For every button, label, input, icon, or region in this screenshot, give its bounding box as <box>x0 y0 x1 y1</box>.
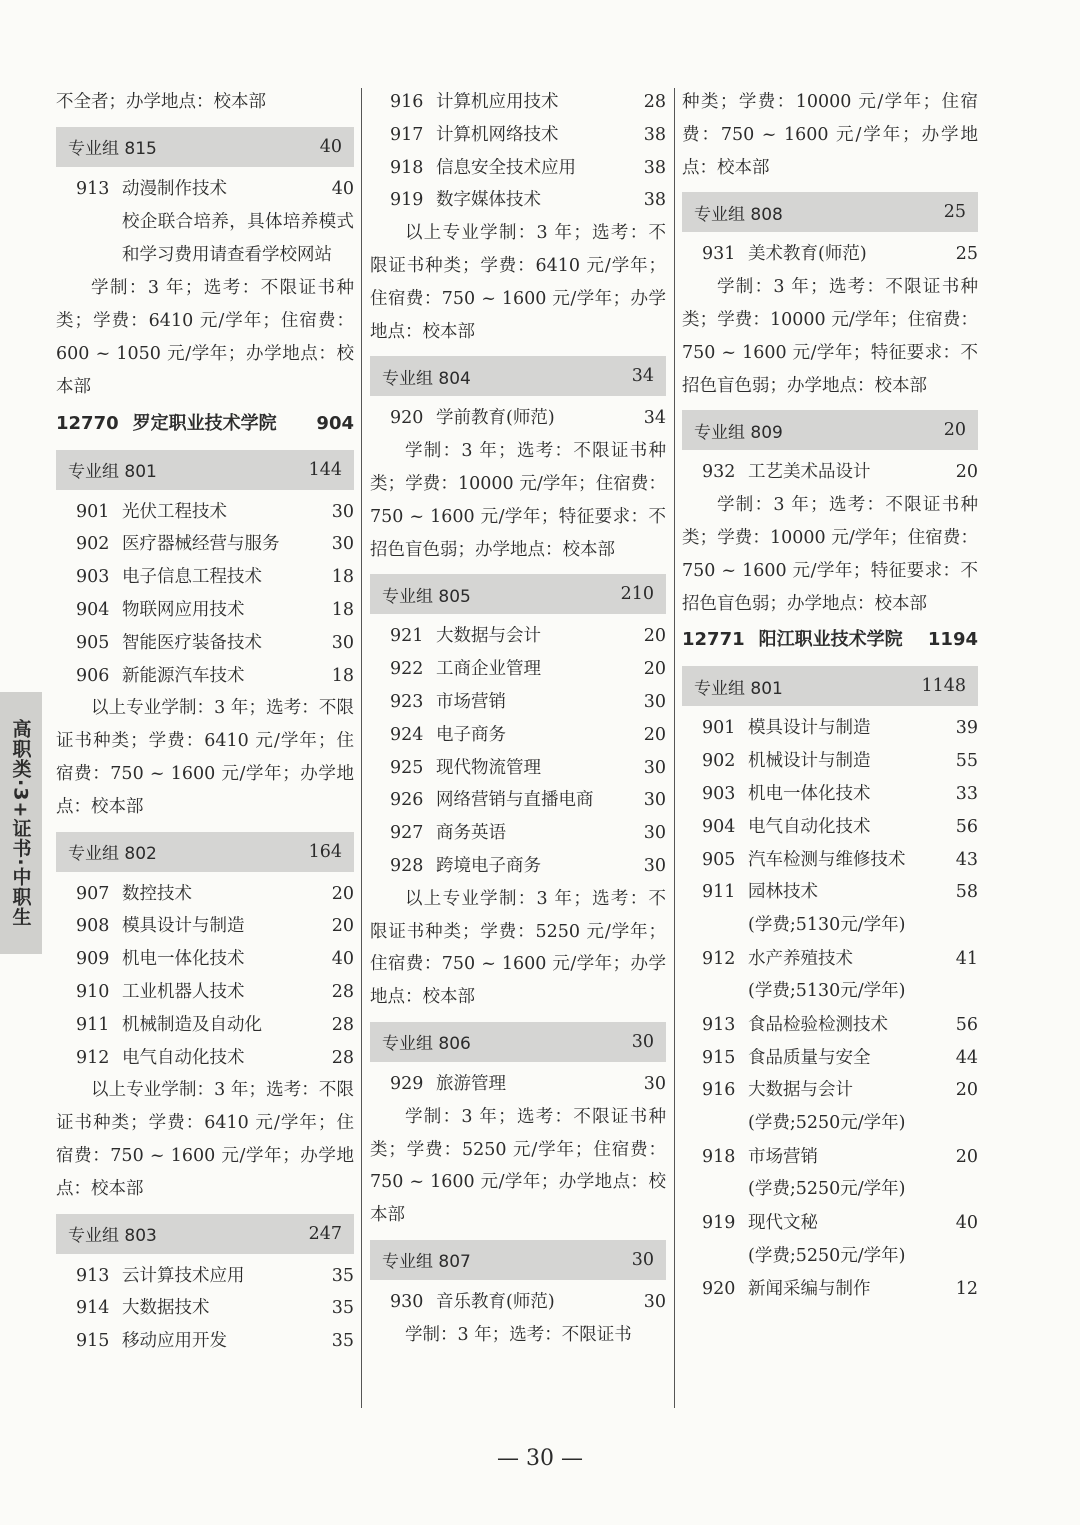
major-name: 商务英语 <box>436 823 506 844</box>
major-row <box>682 943 978 976</box>
major-name: 市场营销 <box>748 1146 818 1167</box>
major-code: 925 <box>390 757 424 778</box>
tuition-note: (学费;5250元/学年) <box>748 1245 906 1266</box>
major-name: 大数据与会计 <box>748 1080 853 1101</box>
major-name: 计算机网络技术 <box>436 124 559 145</box>
major-count: 35 <box>331 1331 354 1352</box>
major-code: 921 <box>390 626 424 647</box>
major-code: 902 <box>702 751 736 772</box>
major-row <box>56 496 354 529</box>
major-count: 40 <box>955 1212 978 1233</box>
school-header-12770: 12770 罗定职业技术学院 904 <box>56 412 354 434</box>
major-count: 28 <box>331 1047 354 1068</box>
major-code: 913 <box>76 1265 110 1286</box>
major-name: 云计算技术应用 <box>122 1265 245 1286</box>
school-header-12771: 12771 阳江职业技术学院 1194 <box>682 629 978 651</box>
major-count: 20 <box>643 724 666 745</box>
group-text: 以上专业学制：3 年；选考：不限证书种类；学费：6410 元/学年；住宿费：750 ~ 1600 元/学年；办学地点：校本部 <box>56 698 354 817</box>
major-row <box>682 876 978 909</box>
major-code: 912 <box>76 1047 110 1068</box>
group-header-809: 专业组 809 20 <box>682 410 978 450</box>
major-name: 大数据与会计 <box>436 626 541 647</box>
major-count: 35 <box>331 1265 354 1286</box>
major-name: 网络营销与直播电商 <box>436 790 594 811</box>
side-tab-label: 高职类·3+证书·中职生 <box>9 719 32 927</box>
major-count: 18 <box>331 567 354 588</box>
major-row <box>370 620 666 653</box>
group-text: 学制：3 年；选考：不限证书种类；学费：10000 元/学年；住宿费：750 ~ 1600 元/学年；特征要求：不招色盲色弱；办学地点：校本部 <box>370 441 666 560</box>
major-name: 跨境电子商务 <box>436 855 541 876</box>
major-count: 18 <box>331 599 354 620</box>
major-row <box>370 817 666 850</box>
major-name: 工商企业管理 <box>436 659 541 680</box>
major-row: 932 工艺美术品设计 20 <box>702 462 978 483</box>
group-text: 学制：3 年；选考：不限证书 <box>405 1324 632 1345</box>
major-count: 12 <box>955 1278 978 1299</box>
major-count: 30 <box>331 534 354 555</box>
major-count: 20 <box>955 1146 978 1167</box>
major-count: 20 <box>955 1080 978 1101</box>
group-header-803: 专业组 803 247 <box>56 1214 354 1254</box>
major-count: 28 <box>643 92 666 112</box>
group-header-804: 专业组 804 34 <box>370 356 666 396</box>
major-row <box>56 594 354 627</box>
major-row <box>370 686 666 719</box>
major-count: 38 <box>643 124 666 145</box>
group-text: 学制：3 年；选考：不限证书种类；学费：6410 元/学年；住宿费：600 ~ 1050 元/学年；办学地点：校本部 <box>56 278 354 397</box>
group-text: 学制：3 年；选考：不限证书种类；学费：5250 元/学年；住宿费：750 ~ 1600 元/学年；办学地点：校本部 <box>370 1106 666 1226</box>
major-row <box>56 1292 354 1325</box>
group-header-801: 专业组 801 144 <box>56 450 354 490</box>
major-count: 30 <box>643 823 666 844</box>
major-code: 922 <box>390 659 424 680</box>
major-name: 新闻采编与制作 <box>748 1278 871 1299</box>
major-row <box>56 1042 354 1075</box>
major-count: 30 <box>331 501 354 522</box>
major-row <box>56 943 354 976</box>
major-code: 903 <box>702 783 736 804</box>
major-row <box>370 184 666 217</box>
major-row: 930 音乐教育(师范) 30 <box>390 1291 666 1312</box>
major-name: 食品检验检测技术 <box>748 1014 888 1035</box>
major-count: 44 <box>955 1047 978 1068</box>
major-name: 信息安全技术应用 <box>436 157 576 178</box>
major-count: 18 <box>331 665 354 686</box>
major-code: 912 <box>702 948 736 969</box>
major-name: 水产养殖技术 <box>748 948 853 969</box>
major-code: 918 <box>390 157 424 178</box>
major-code: 928 <box>390 855 424 876</box>
major-name: 现代文秘 <box>748 1212 818 1233</box>
major-count: 20 <box>643 659 666 680</box>
major-count: 30 <box>331 632 354 653</box>
major-code: 920 <box>702 1278 736 1299</box>
continued-text: 种类；学费：10000 元/学年；住宿费：750 ~ 1600 元/学年；办学地点：校本部 <box>682 92 978 178</box>
group-text: 以上专业学制：3 年；选考：不限证书种类；学费：6410 元/学年；住宿费：750 ~ 1600 元/学年；办学地点：校本部 <box>370 223 666 342</box>
major-count: 28 <box>331 1014 354 1035</box>
major-row <box>682 811 978 844</box>
major-list <box>56 1260 354 1358</box>
major-list <box>682 712 978 1305</box>
group-text: 学制：3 年；选考：不限证书种类；学费：10000 元/学年；住宿费：750 ~ 1600 元/学年；特征要求：不招色盲色弱；办学地点：校本部 <box>682 277 978 396</box>
major-name: 机电一体化技术 <box>122 949 245 970</box>
major-row: 913 动漫制作技术 40 <box>76 178 354 199</box>
major-code: 904 <box>76 599 110 620</box>
major-row <box>370 119 666 152</box>
major-code: 914 <box>76 1298 110 1319</box>
major-row <box>370 752 666 785</box>
major-row <box>682 1074 978 1107</box>
continued-text: 不全者；办学地点：校本部 <box>56 92 266 112</box>
major-code: 927 <box>390 823 424 844</box>
tuition-note: (学费;5250元/学年) <box>748 1179 906 1200</box>
major-code: 924 <box>390 724 424 745</box>
major-note: 校企联合培养，具体培养模式和学习费用请查看学校网站 <box>122 211 354 265</box>
major-row <box>56 561 354 594</box>
major-count: 38 <box>643 157 666 178</box>
major-name: 医疗器械经营与服务 <box>122 534 280 555</box>
major-row: 929 旅游管理 30 <box>390 1073 666 1094</box>
major-name: 汽车检测与维修技术 <box>748 849 906 870</box>
major-list <box>370 86 666 217</box>
major-count: 28 <box>331 981 354 1002</box>
major-name: 新能源汽车技术 <box>122 665 245 686</box>
major-code: 901 <box>702 718 736 739</box>
major-name: 数字媒体技术 <box>436 190 541 211</box>
major-row <box>370 850 666 883</box>
major-name: 智能医疗装备技术 <box>122 632 262 653</box>
major-code: 913 <box>702 1014 736 1035</box>
group-text: 以上专业学制：3 年；选考：不限证书种类；学费：5250 元/学年；住宿费：750 ~ 1600 元/学年；办学地点：校本部 <box>370 888 666 1008</box>
major-row <box>682 712 978 745</box>
major-name: 计算机应用技术 <box>436 92 559 112</box>
major-row <box>370 653 666 686</box>
major-code: 915 <box>76 1331 110 1352</box>
column-3 <box>682 86 978 1306</box>
major-name: 大数据技术 <box>122 1298 210 1319</box>
page-number: — 30 — <box>497 1446 583 1471</box>
column-divider <box>361 88 362 1408</box>
major-name: 电气自动化技术 <box>748 816 871 837</box>
tuition-note: (学费;5130元/学年) <box>748 915 906 936</box>
major-row <box>56 910 354 943</box>
major-list <box>56 496 354 693</box>
major-count: 30 <box>643 790 666 811</box>
tuition-note: (学费;5250元/学年) <box>748 1113 906 1134</box>
major-row: 931 美术教育(师范) 25 <box>702 244 978 265</box>
major-row <box>682 1207 978 1240</box>
group-header-801-yangjiang: 专业组 801 1148 <box>682 666 978 706</box>
major-list <box>56 878 354 1075</box>
group-text: 以上专业学制：3 年；选考：不限证书种类；学费：6410 元/学年；住宿费：750 ~ 1600 元/学年；办学地点：校本部 <box>56 1080 354 1199</box>
major-count: 56 <box>955 816 978 837</box>
group-header-815: 专业组 815 40 <box>56 127 354 167</box>
major-row <box>56 528 354 561</box>
major-row <box>56 1260 354 1293</box>
major-code: 905 <box>702 849 736 870</box>
major-code: 902 <box>76 534 110 555</box>
major-code: 926 <box>390 790 424 811</box>
major-name: 电气自动化技术 <box>122 1047 245 1068</box>
group-header-805: 专业组 805 210 <box>370 574 666 614</box>
major-row <box>682 745 978 778</box>
tuition-note: (学费;5130元/学年) <box>748 981 906 1002</box>
major-count: 41 <box>955 948 978 969</box>
major-code: 919 <box>390 190 424 211</box>
major-name: 机械设计与制造 <box>748 751 871 772</box>
major-name: 园林技术 <box>748 882 818 903</box>
major-code: 905 <box>76 632 110 653</box>
major-row <box>56 878 354 911</box>
column-2 <box>370 86 666 1352</box>
major-code: 911 <box>76 1014 110 1035</box>
major-count: 56 <box>955 1014 978 1035</box>
major-name: 市场营销 <box>436 691 506 712</box>
major-count: 30 <box>643 691 666 712</box>
major-code: 911 <box>702 882 736 903</box>
major-list <box>370 620 666 882</box>
major-row <box>56 660 354 693</box>
major-row <box>682 1009 978 1042</box>
major-name: 电子商务 <box>436 724 506 745</box>
major-code: 901 <box>76 501 110 522</box>
major-name: 移动应用开发 <box>122 1331 227 1352</box>
major-row <box>56 1325 354 1358</box>
major-row <box>370 719 666 752</box>
group-header-807: 专业组 807 30 <box>370 1240 666 1280</box>
major-name: 电子信息工程技术 <box>122 567 262 588</box>
major-count: 35 <box>331 1298 354 1319</box>
major-row: 920 学前教育(师范) 34 <box>390 408 666 429</box>
major-name: 物联网应用技术 <box>122 599 245 620</box>
group-header-802: 专业组 802 164 <box>56 832 354 872</box>
major-row <box>682 1141 978 1174</box>
major-code: 919 <box>702 1212 736 1233</box>
major-count: 43 <box>955 849 978 870</box>
major-row <box>682 778 978 811</box>
column-1 <box>56 86 354 1358</box>
column-divider <box>674 88 675 1408</box>
major-row <box>370 152 666 185</box>
major-count: 30 <box>643 855 666 876</box>
major-row <box>370 784 666 817</box>
major-code: 917 <box>390 124 424 145</box>
major-row <box>370 86 666 119</box>
major-code: 916 <box>702 1080 736 1101</box>
major-code: 906 <box>76 665 110 686</box>
major-count: 40 <box>331 949 354 970</box>
major-code: 907 <box>76 883 110 904</box>
major-code: 923 <box>390 691 424 712</box>
major-row <box>682 1273 978 1306</box>
major-code: 910 <box>76 981 110 1002</box>
major-count: 33 <box>955 783 978 804</box>
major-count: 38 <box>643 190 666 211</box>
major-count: 20 <box>643 626 666 647</box>
major-name: 食品质量与安全 <box>748 1047 871 1068</box>
major-name: 现代物流管理 <box>436 757 541 778</box>
major-name: 工业机器人技术 <box>122 981 245 1002</box>
major-row <box>56 1009 354 1042</box>
major-name: 机械制造及自动化 <box>122 1014 262 1035</box>
group-text: 学制：3 年；选考：不限证书种类；学费：10000 元/学年；住宿费：750 ~ 1600 元/学年；特征要求：不招色盲色弱；办学地点：校本部 <box>682 495 978 614</box>
group-header-808: 专业组 808 25 <box>682 192 978 232</box>
major-code: 909 <box>76 949 110 970</box>
major-code: 916 <box>390 92 424 112</box>
major-code: 908 <box>76 916 110 937</box>
major-name: 数控技术 <box>122 883 192 904</box>
major-row <box>682 844 978 877</box>
section-side-tab <box>0 692 42 954</box>
major-count: 58 <box>955 882 978 903</box>
major-row <box>56 627 354 660</box>
major-count: 20 <box>331 883 354 904</box>
major-count: 55 <box>955 751 978 772</box>
major-row <box>56 976 354 1009</box>
major-code: 904 <box>702 816 736 837</box>
major-count: 20 <box>331 916 354 937</box>
major-name: 机电一体化技术 <box>748 783 871 804</box>
major-name: 光伏工程技术 <box>122 501 227 522</box>
major-code: 915 <box>702 1047 736 1068</box>
major-row <box>682 1042 978 1075</box>
major-count: 39 <box>955 718 978 739</box>
major-name: 模具设计与制造 <box>748 718 871 739</box>
group-header-806: 专业组 806 30 <box>370 1022 666 1062</box>
major-name: 模具设计与制造 <box>122 916 245 937</box>
major-code: 903 <box>76 567 110 588</box>
major-count: 30 <box>643 757 666 778</box>
major-code: 918 <box>702 1146 736 1167</box>
